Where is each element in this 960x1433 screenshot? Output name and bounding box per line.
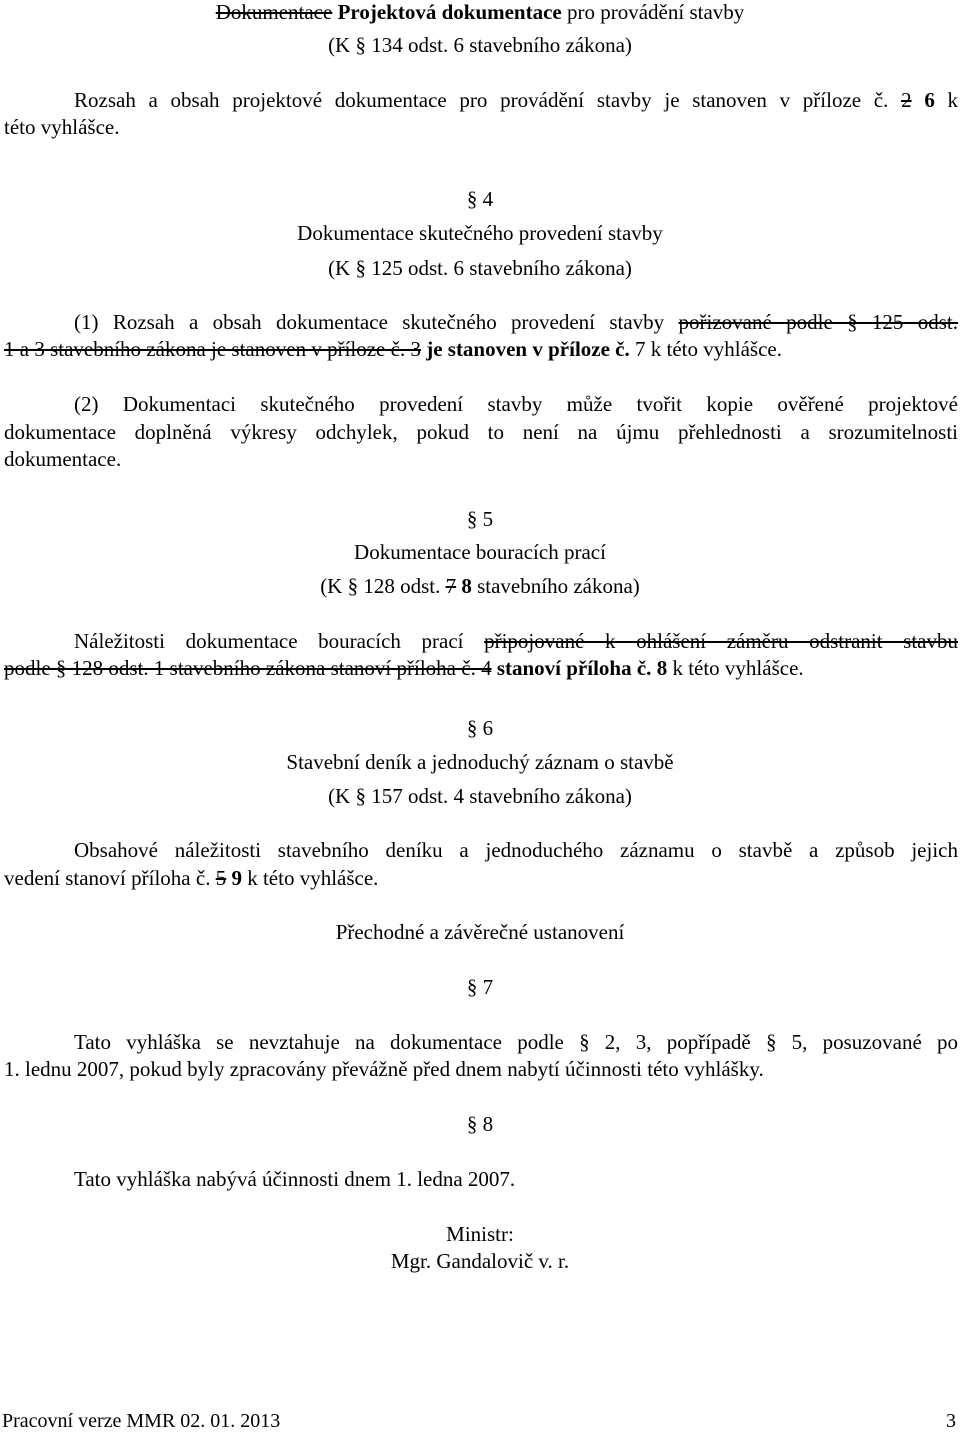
struck-text: Dokumentace xyxy=(215,0,333,24)
section5-line1: Náležitosti dokumentace bouracích prací připojované k ohlášení záměru odstranit stavbu xyxy=(74,629,959,653)
section3-para-line2: této vyhlášce. xyxy=(4,115,120,139)
section5-title: Dokumentace bouracích prací xyxy=(354,540,606,564)
section3-title: Dokumentace Projektová dokumentace pro provádění stavby xyxy=(215,0,745,24)
section4-p2-line1: (2) Dokumentaci skutečného provedení stavby může tvořit kopie ověřené projektové xyxy=(74,392,958,416)
section4-p1-line2: 1 a 3 stavebního zákona je stanoven v příloze č. 3 je stanoven v příloze č. 7 k této vyhlášce. xyxy=(4,337,782,361)
section3-para-line1: Rozsah a obsah projektové dokumentace pro provádění stavby je stanoven v příloze č. 2 6 k xyxy=(74,88,959,112)
section7-line1: Tato vyhláška se nevztahuje na dokumentace podle § 2, 3, popřípadě § 5, posuzované po xyxy=(74,1030,958,1054)
section7-line2: 1. lednu 2007, pokud byly zpracovány převážně před dnem nabytí účinnosti této vyhlášky. xyxy=(4,1057,764,1081)
page-number: 3 xyxy=(946,1410,956,1432)
section7-number: § 7 xyxy=(466,975,494,999)
transitional-heading: Přechodné a závěrečné ustanovení xyxy=(335,920,625,944)
section4-number: § 4 xyxy=(466,187,494,211)
section5-number: § 5 xyxy=(466,507,494,531)
footer-version: Pracovní verze MMR 02. 01. 2013 xyxy=(2,1410,281,1432)
inserted-text: Projektová dokumentace xyxy=(337,0,562,24)
section6-ref: (K § 157 odst. 4 stavebního zákona) xyxy=(328,784,632,808)
section5-ref: (K § 128 odst. 7 8 stavebního zákona) xyxy=(320,574,640,598)
section8-text: Tato vyhláška nabývá účinnosti dnem 1. ledna 2007. xyxy=(74,1167,516,1191)
section4-title: Dokumentace skutečného provedení stavby xyxy=(297,221,663,245)
page-footer xyxy=(2,1409,956,1433)
section3-ref: (K § 134 odst. 6 stavebního zákona) xyxy=(328,33,632,57)
section5-line2: podle § 128 odst. 1 stavebního zákona stanoví příloha č. 4 stanoví příloha č. 8 k této vyhlášce. xyxy=(4,656,804,680)
section6-title: Stavební deník a jednoduchý záznam o stavbě xyxy=(286,750,674,774)
section4-ref: (K § 125 odst. 6 stavebního zákona) xyxy=(328,256,632,280)
section6-line2: vedení stanoví příloha č. 5 9 k této vyhlášce. xyxy=(4,866,379,890)
signature-name: Mgr. Gandalovič v. r. xyxy=(390,1249,570,1273)
section6-number: § 6 xyxy=(466,716,494,740)
section8-number: § 8 xyxy=(466,1112,494,1136)
section4-p2-line3: dokumentace. xyxy=(4,447,122,471)
section4-p1-line1: (1) Rozsah a obsah dokumentace skutečného provedení stavby pořizované podle § 125 odst. xyxy=(74,310,959,334)
section4-p2-line2: dokumentace doplněná výkresy odchylek, pokud to není na újmu přehlednosti a srozumitelnosti xyxy=(4,420,958,444)
signature-role: Ministr: xyxy=(446,1222,514,1246)
section6-line1: Obsahové náležitosti stavebního deníku a jednoduchého záznamu o stavbě a způsob jejich xyxy=(74,838,958,862)
